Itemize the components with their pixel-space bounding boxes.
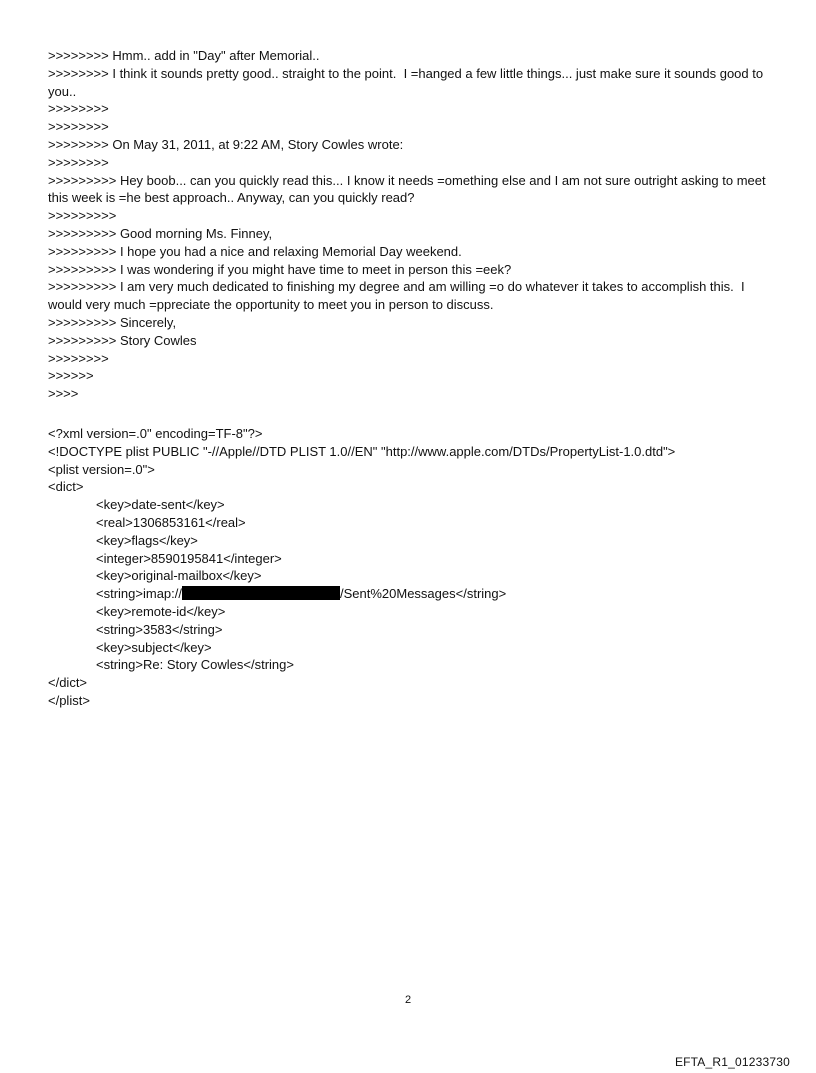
plist-entry: <integer>8590195841</integer> <box>96 550 282 566</box>
quoted-email-thread <box>48 47 778 403</box>
email-line: >>>> <box>48 386 79 402</box>
plist-entry: <key>date-sent</key> <box>96 497 225 513</box>
email-line: >>>>>>>>> I hope you had a nice and relaxing Memorial Day weekend. <box>48 243 462 259</box>
plist-open-tag: <plist version=.0"> <box>48 461 155 477</box>
plist-close-tag: </plist> <box>48 692 90 708</box>
doctype-line: <!DOCTYPE plist PUBLIC "-//Apple//DTD PLIST 1.0//EN" "http://www.apple.com/DTDs/PropertyList-1.0.dtd"> <box>48 443 676 459</box>
email-line: >>>>>>>>> Hey boob... can you quickly read this... I know it needs =omething else and I am not sure outright asking to meet this week is =he best approach.. Anyway, can you quickly read? <box>48 172 770 206</box>
dict-close-tag: </dict> <box>48 675 88 691</box>
plist-entry: <key>remote-id</key> <box>96 603 226 619</box>
plist-metadata-block <box>48 425 778 710</box>
email-line: >>>>>>>> <box>48 350 109 366</box>
page-number: 2 <box>404 994 412 1006</box>
plist-entry: <key>flags</key> <box>96 532 198 548</box>
email-line: >>>>>>>> Hmm.. add in "Day" after Memorial.. <box>48 48 320 63</box>
plist-entry: <string>Re: Story Cowles</string> <box>96 657 294 673</box>
redaction-bar <box>182 586 340 600</box>
imap-mailbox-line <box>48 585 778 603</box>
imap-suffix: /Sent%20Messages</string> <box>340 586 507 602</box>
email-line: >>>>>>>> <box>48 101 109 117</box>
plist-entry: <string>3583</string> <box>96 621 223 637</box>
plist-entry: <real>1306853161</real> <box>96 514 246 530</box>
email-line: >>>>>>>>> <box>48 208 117 224</box>
email-line: >>>>>>>> On May 31, 2011, at 9:22 AM, Story Cowles wrote: <box>48 136 404 152</box>
email-line: >>>>>>>>> Sincerely, <box>48 314 177 330</box>
email-line: >>>>>>>>> I am very much dedicated to finishing my degree and am willing =o do whatever it takes to accomplish this. I would very much =ppreciate the opportunity to meet you in person to discuss. <box>48 279 749 313</box>
email-line: >>>>>>>> <box>48 154 109 170</box>
plist-entry: <key>original-mailbox</key> <box>96 568 262 584</box>
email-line: >>>>>>>> I think it sounds pretty good.. straight to the point. I =hanged a few little things... just make sure it sounds good to you.. <box>48 65 767 99</box>
email-line: >>>>>>>>> Good morning Ms. Finney, <box>48 225 273 241</box>
email-line: >>>>>> <box>48 368 94 384</box>
plist-entry: <key>subject</key> <box>96 639 212 655</box>
imap-prefix: <string>imap:// <box>96 586 182 602</box>
email-line: >>>>>>>>> Story Cowles <box>48 332 197 348</box>
email-line: >>>>>>>>> I was wondering if you might have time to meet in person this =eek? <box>48 261 512 277</box>
xml-declaration: <?xml version=.0" encoding=TF-8"?> <box>48 426 263 441</box>
bates-number: EFTA_R1_01233730 <box>674 1055 790 1069</box>
dict-open-tag: <dict> <box>48 479 84 495</box>
email-line: >>>>>>>> <box>48 119 109 135</box>
